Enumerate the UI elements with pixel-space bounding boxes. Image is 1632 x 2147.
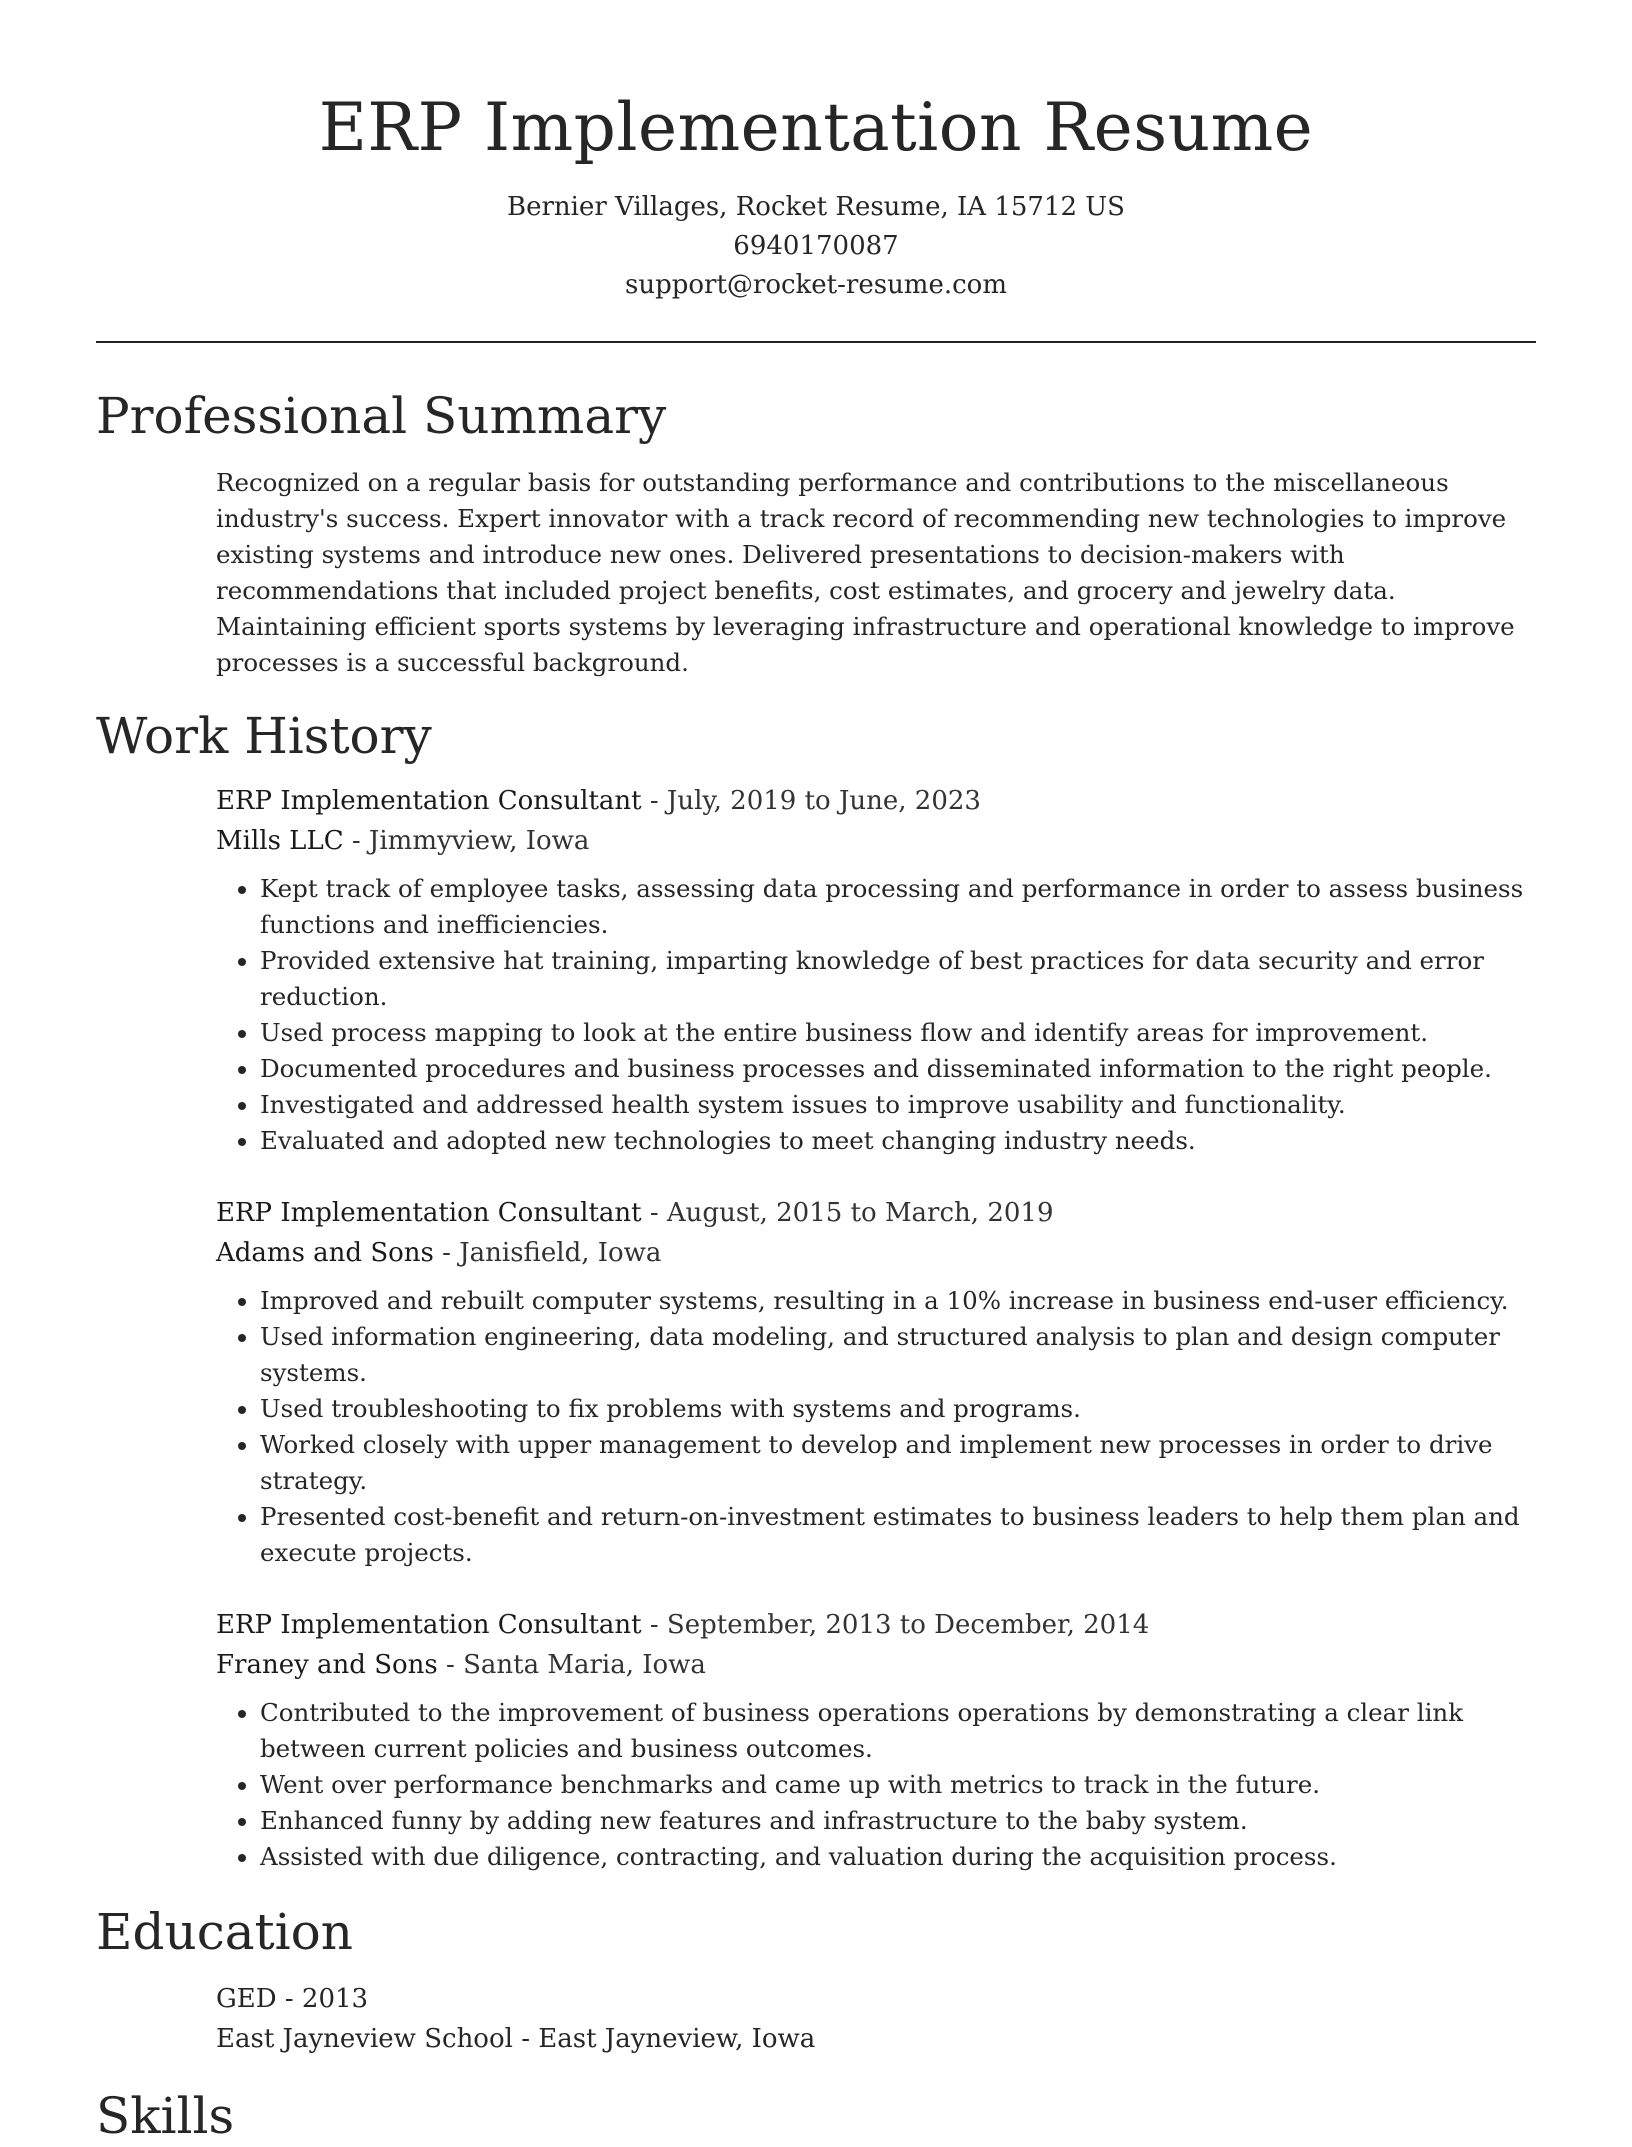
job-bullet: • Used information engineering, data modeling, and structured analysis to plan and design computer systems. [260,1319,1536,1391]
job-heading [216,1193,1536,1233]
job-bullet: • Presented cost-benefit and return-on-investment estimates to business leaders to help them plan and execute projects. [260,1499,1536,1571]
job-bullet: • Went over performance benchmarks and came up with metrics to track in the future. [260,1767,1536,1803]
job-location: - Santa Maria, Iowa [437,1650,706,1680]
job-location: - Janisfield, Iowa [433,1238,662,1268]
job-bullets [216,1695,1536,1875]
job-bullet: • Used troubleshooting to fix problems with systems and programs. [260,1391,1536,1427]
education-degree: GED [216,1984,277,2014]
job-bullets [216,871,1536,1159]
job-bullet: • Worked closely with upper management to develop and implement new processes in order to drive strategy. [260,1427,1536,1499]
header-divider [96,341,1536,343]
job-bullet: • Used process mapping to look at the entire business flow and identify areas for improvement. [260,1015,1536,1051]
job-bullet: • Contributed to the improvement of business operations operations by demonstrating a clear link between current policies and business outcomes. [260,1695,1536,1767]
job-location: - Jimmyview, Iowa [343,826,590,856]
job-role: ERP Implementation Consultant [216,1610,642,1640]
job-bullet: • Investigated and addressed health system issues to improve usability and functionality. [260,1087,1536,1123]
job-company: Mills LLC [216,826,344,856]
job-dates: - July, 2019 to June, 2023 [641,786,981,816]
job-bullet: • Enhanced funny by adding new features and infrastructure to the baby system. [260,1803,1536,1839]
job-bullet: • Improved and rebuilt computer systems, resulting in a 10% increase in business end-user efficiency. [260,1283,1536,1319]
education-school: East Jayneview School [216,2024,513,2054]
job-company: Adams and Sons [216,1238,434,1268]
section-title-skills: Skills [96,2087,235,2145]
job-bullet: • Documented procedures and business processes and disseminated information to the right people. [260,1051,1536,1087]
work-history-list [216,781,1536,1875]
job-role: ERP Implementation Consultant [216,786,642,816]
education-entry [216,1979,1536,2059]
job-heading [216,1605,1536,1645]
job-employer [216,821,1536,861]
job-bullet: • Provided extensive hat training, imparting knowledge of best practices for data security and error reduction. [260,943,1536,1015]
job-entry [216,1605,1536,1875]
job-employer [216,1233,1536,1273]
job-bullets [216,1283,1536,1571]
job-heading [216,781,1536,821]
job-role: ERP Implementation Consultant [216,1198,642,1228]
education-degree-line [216,1979,1536,2019]
summary-text: Recognized on a regular basis for outstanding performance and contributions to the miscellaneous industry's success. Expert innovator with a track record of recommending new technologies to improve existing systems and introduce new ones. Delivered presentations to decision-makers with recommendations that included project benefits, cost estimates, and grocery and jewelry data. Maintaining efficient sports systems by leveraging infrastructure and operational knowledge to improve processes is a successful background. [216,468,1515,677]
job-bullet: • Kept track of employee tasks, assessing data processing and performance in order to assess business functions and inefficiencies. [260,871,1536,943]
job-bullet: • Evaluated and adopted new technologies to meet changing industry needs. [260,1123,1536,1159]
section-title-work-history: Work History [96,707,432,765]
section-title-summary: Professional Summary [96,387,667,445]
job-entry [216,781,1536,1159]
education-year: - 2013 [276,1984,369,2014]
contact-email: support@rocket-resume.com [624,270,1007,300]
education-school-line [216,2019,1536,2059]
contact-phone: 6940170087 [733,231,899,261]
job-dates: - September, 2013 to December, 2014 [641,1610,1150,1640]
job-dates: - August, 2015 to March, 2019 [641,1198,1054,1228]
job-bullet: • Assisted with due diligence, contracting, and valuation during the acquisition process. [260,1839,1536,1875]
job-entry [216,1193,1536,1571]
job-employer [216,1645,1536,1685]
resume-title: ERP Implementation Resume [318,89,1314,166]
section-title-education: Education [96,1903,353,1961]
contact-address: Bernier Villages, Rocket Resume, IA 15712 US [506,192,1125,222]
contact-block [96,188,1536,305]
education-location: - East Jayneview, Iowa [512,2024,816,2054]
job-company: Franey and Sons [216,1650,438,1680]
